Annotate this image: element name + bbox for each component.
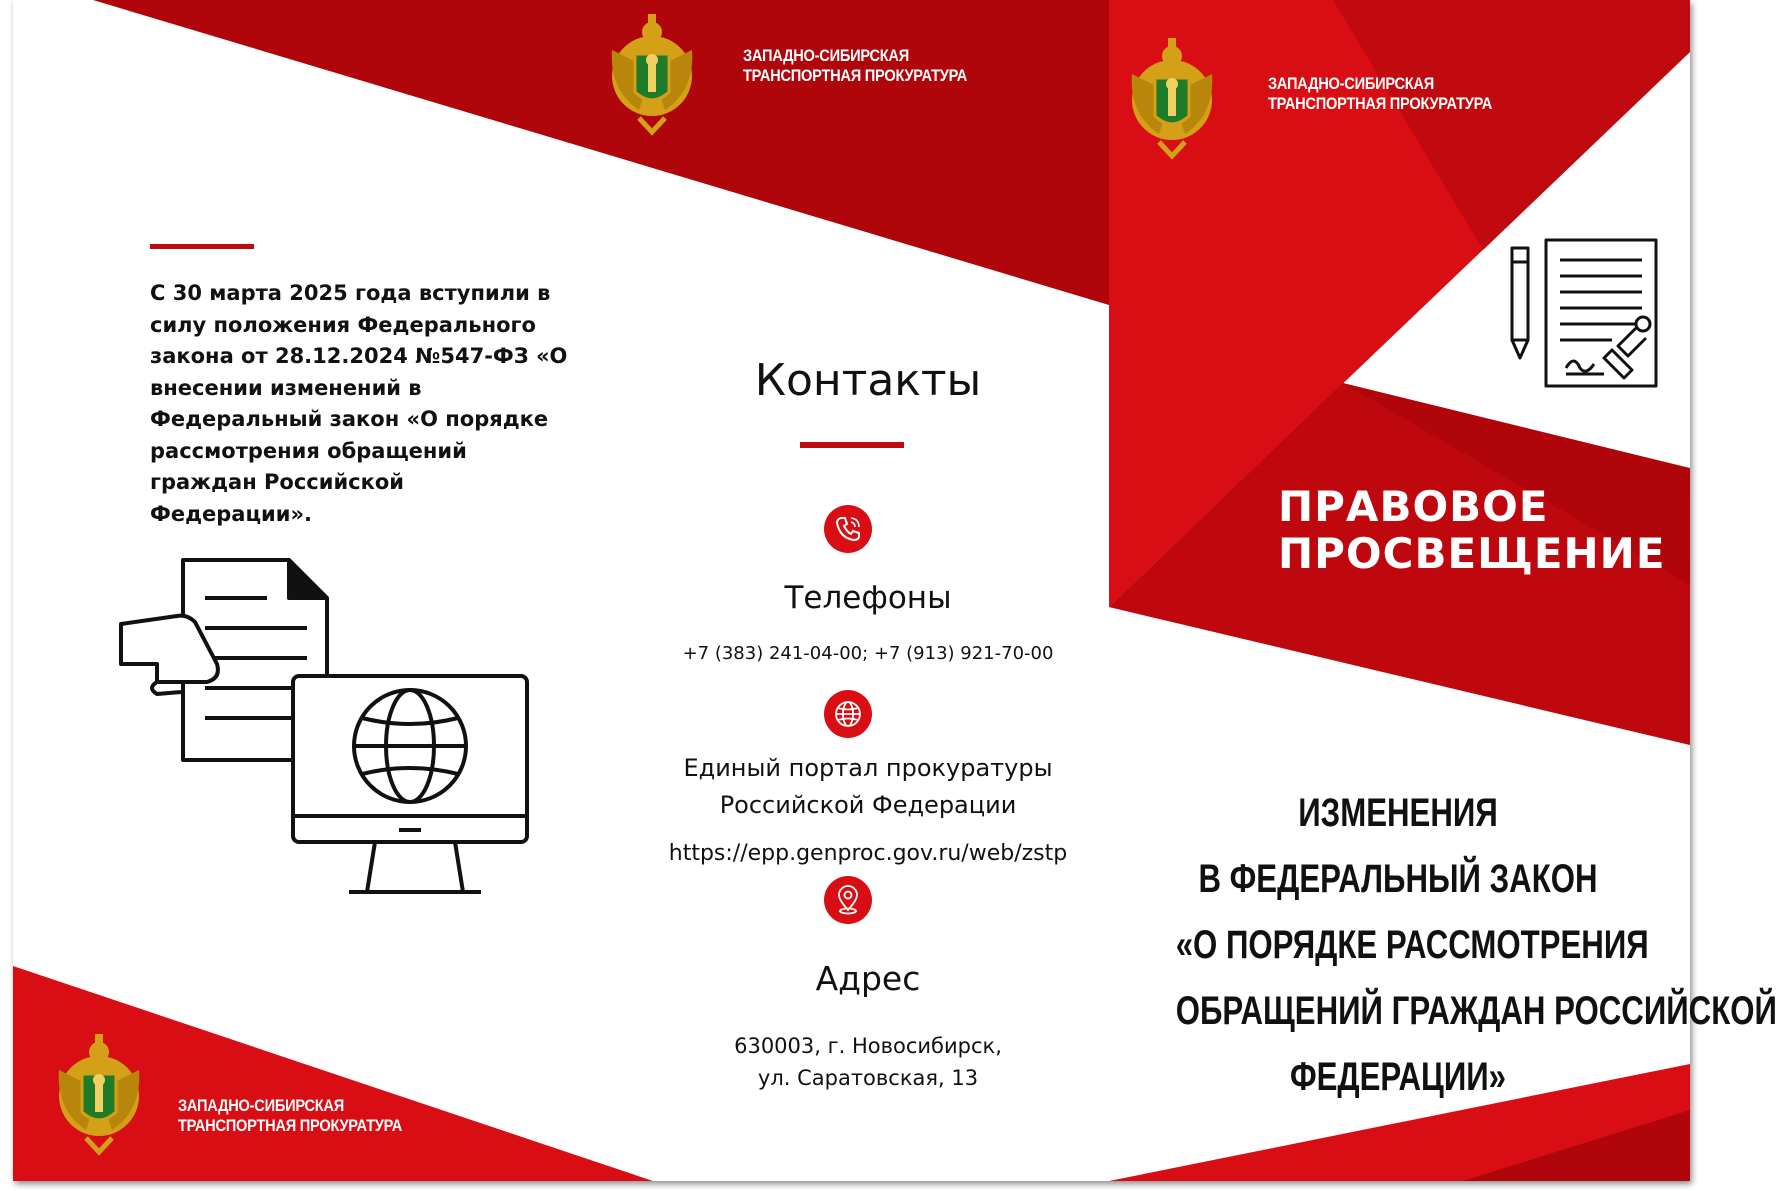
emblem-top-right [1129,34,1215,164]
cover-title [1278,483,1678,577]
emblem-top-center [609,10,695,140]
address-line2: ул. Саратовская, 13 [757,1066,979,1090]
signed-document-icon [1508,236,1668,394]
law-title-line: ОБРАЩЕНИЙ ГРАЖДАН РОССИЙСКОЙ [1175,989,1777,1033]
law-title [1175,780,1777,1110]
law-title-line: ИЗМЕНЕНИЯ [1298,791,1498,835]
address-label: Адрес [815,959,921,998]
org-name-line1: ЗАПАДНО-СИБИРСКАЯ [1268,74,1434,93]
contacts-accent-line [800,442,904,448]
org-name-top-center [743,46,967,86]
brochure-page [13,0,1777,1181]
intro-text: С 30 марта 2025 года вступили в силу положения Федерального закона от 28.12.2024 №547-ФЗ «О внесении изменений в Федеральный закон «О порядке рассмотрения обращений граждан Российской Федерации». [150,281,568,526]
location-pin-icon [824,876,872,924]
phones-value: +7 (383) 241-04-00; +7 (913) 921-70-00 [682,643,1054,664]
law-title-line: В ФЕДЕРАЛЬНЫЙ ЗАКОН [1198,857,1598,901]
portal-url[interactable]: https://epp.genproc.gov.ru/web/zstp [668,841,1068,866]
portal-label-line2: Российской Федерации [719,791,1017,819]
phones-label: Телефоны [784,580,952,616]
org-name-line2: ТРАНСПОРТНАЯ ПРОКУРАТУРА [178,1116,403,1135]
org-name-line1: ЗАПАДНО-СИБИРСКАЯ [178,1096,344,1115]
org-name-line2: ТРАНСПОРТНАЯ ПРОКУРАТУРА [743,66,968,85]
portal-label [613,750,1123,824]
org-name-top-right [1268,74,1492,114]
org-name-line2: ТРАНСПОРТНАЯ ПРОКУРАТУРА [1268,94,1493,113]
law-title-line: «О ПОРЯДКЕ РАССМОТРЕНИЯ [1175,923,1649,967]
portal-label-line1: Единый портал прокуратуры [683,754,1053,782]
org-name-line1: ЗАПАДНО-СИБИРСКАЯ [743,46,909,65]
cover-title-line1: ПРАВОВОЕ [1278,482,1549,531]
law-title-line: ФЕДЕРАЦИИ» [1289,1055,1507,1099]
intro-accent-line [150,244,254,249]
contacts-title: Контакты [754,355,982,406]
org-name-bottom-left [178,1096,402,1136]
globe-icon [824,690,872,738]
emblem-bottom-left [56,1030,142,1160]
address-value [633,1030,1103,1094]
address-line1: 630003, г. Новосибирск, [734,1034,1002,1058]
document-computer-illustration [117,558,557,903]
cover-title-line2: ПРОСВЕЩЕНИЕ [1278,529,1666,578]
phone-icon [824,505,872,553]
